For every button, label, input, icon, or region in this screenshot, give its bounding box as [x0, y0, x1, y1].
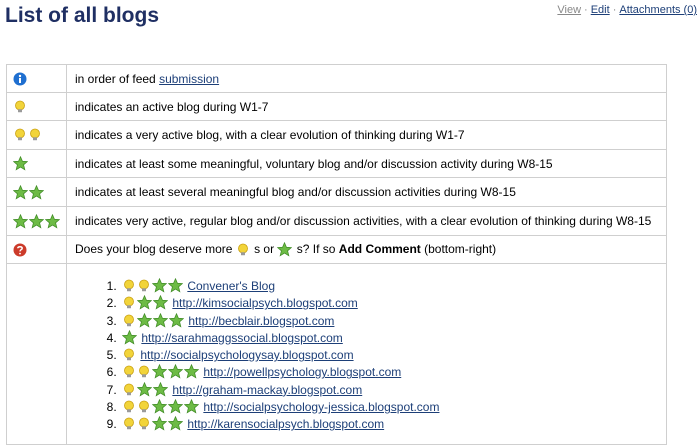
lightbulb-icon — [122, 314, 136, 328]
lightbulb-icon — [122, 296, 136, 310]
star-icon — [29, 214, 44, 229]
star-icon — [13, 214, 28, 229]
star-icon — [277, 242, 292, 257]
legend-icon-cell — [7, 121, 67, 150]
blog-list-item — [120, 399, 666, 416]
attachments-link[interactable]: Attachments (0) — [619, 4, 697, 16]
star-icon — [168, 416, 183, 431]
lightbulb-icon — [122, 365, 136, 379]
star-icon — [152, 278, 167, 293]
lightbulb-icon — [137, 279, 151, 293]
legend-text: Does your blog deserve more — [75, 241, 236, 256]
legend-row-star-3 — [7, 207, 667, 236]
legend-icon-cell — [7, 150, 67, 178]
legend-icon-cell — [7, 207, 67, 236]
blog-list-item — [120, 382, 666, 399]
page-actions — [557, 4, 697, 16]
legend-text-cell: indicates very active, regular blog and/or discussion activities, with a clear evolution of thinking during W8-15 — [67, 207, 667, 236]
star-icon — [168, 364, 183, 379]
blog-list — [75, 278, 666, 434]
legend-row-star-2 — [7, 178, 667, 207]
info-icon — [13, 72, 27, 86]
star-icon — [153, 382, 168, 397]
legend-text-cell — [67, 236, 667, 264]
legend-icon-cell — [7, 178, 67, 207]
star-icon — [137, 313, 152, 328]
blog-link[interactable]: http://kimsocialpsych.blogspot.com — [172, 296, 358, 311]
legend-row-help — [7, 236, 667, 264]
blog-link[interactable]: http://socialpsychology-jessica.blogspot.com — [203, 400, 440, 415]
blog-link[interactable]: http://socialpsychologysay.blogspot.com — [140, 348, 354, 363]
legend-text-cell: indicates an active blog during W1-7 — [67, 93, 667, 121]
separator: · — [612, 4, 617, 16]
view-link[interactable]: View — [557, 4, 582, 16]
star-icon — [152, 399, 167, 414]
star-icon — [45, 214, 60, 229]
help-icon — [13, 243, 27, 257]
legend-icon-cell — [7, 236, 67, 264]
star-icon — [13, 156, 28, 171]
blog-link[interactable]: http://sarahmaggssocial.blogspot.com — [141, 330, 343, 345]
legend-row-star — [7, 150, 667, 178]
legend-row-bulb — [7, 93, 667, 121]
lightbulb-icon — [236, 243, 250, 257]
lightbulb-icon — [122, 348, 136, 362]
star-icon — [13, 185, 28, 200]
submission-link[interactable]: submission — [159, 71, 220, 86]
legend-icon-cell — [7, 93, 67, 121]
blog-list-item — [120, 313, 666, 330]
star-icon — [168, 399, 183, 414]
blog-link[interactable]: http://becblair.blogspot.com — [188, 313, 335, 328]
lightbulb-icon — [122, 417, 136, 431]
lightbulb-icon — [13, 128, 27, 142]
star-icon — [153, 295, 168, 310]
legend-text: s? If so — [293, 241, 339, 256]
edit-link[interactable]: Edit — [590, 4, 610, 16]
blog-list-item — [120, 295, 666, 312]
blog-link[interactable]: http://graham-mackay.blogspot.com — [172, 382, 363, 397]
legend-icon-cell — [7, 264, 67, 445]
blog-list-item — [120, 347, 666, 364]
blog-list-cell — [67, 264, 667, 445]
legend-text-cell: indicates at least some meaningful, voluntary blog and/or discussion activity during W8-15 — [67, 150, 667, 178]
legend-row-bulb-2 — [7, 121, 667, 150]
star-icon — [169, 313, 184, 328]
legend-text: in order of feed — [75, 71, 160, 86]
legend-text-cell: indicates a very active blog, with a clear evolution of thinking during W1-7 — [67, 121, 667, 150]
blog-list-item — [120, 278, 666, 295]
legend-text: s or — [250, 241, 278, 256]
separator: · — [584, 4, 588, 16]
legend-row-info — [7, 65, 667, 93]
star-icon — [152, 416, 167, 431]
lightbulb-icon — [122, 383, 136, 397]
star-icon — [168, 278, 183, 293]
star-icon — [184, 399, 199, 414]
lightbulb-icon — [122, 400, 136, 414]
legend-text-cell: indicates at least several meaningful blog and/or discussion activities during W8-15 — [67, 178, 667, 207]
star-icon — [137, 382, 152, 397]
add-comment-label: Add Comment — [338, 241, 421, 256]
blog-list-item — [120, 330, 666, 347]
blog-list-row — [7, 264, 667, 445]
legend-icon-cell — [7, 65, 67, 93]
blog-list-item — [120, 416, 666, 433]
star-icon — [184, 364, 199, 379]
star-icon — [137, 295, 152, 310]
blog-link[interactable]: Convener's Blog — [187, 279, 276, 293]
lightbulb-icon — [137, 365, 151, 379]
legend-text-cell — [67, 65, 667, 93]
page-title: List of all blogs — [5, 4, 160, 27]
legend-table — [6, 64, 667, 445]
star-icon — [153, 313, 168, 328]
lightbulb-icon — [137, 417, 151, 431]
star-icon — [122, 330, 137, 345]
blog-list-item — [120, 364, 666, 381]
blog-link[interactable]: http://karensocialpsych.blogspot.com — [187, 417, 385, 432]
star-icon — [29, 185, 44, 200]
star-icon — [152, 364, 167, 379]
lightbulb-icon — [122, 279, 136, 293]
blog-link[interactable]: http://powellpsychology.blogspot.com — [203, 365, 402, 380]
lightbulb-icon — [137, 400, 151, 414]
legend-text: (bottom-right) — [420, 241, 497, 256]
lightbulb-icon — [13, 100, 27, 114]
lightbulb-icon — [28, 128, 42, 142]
